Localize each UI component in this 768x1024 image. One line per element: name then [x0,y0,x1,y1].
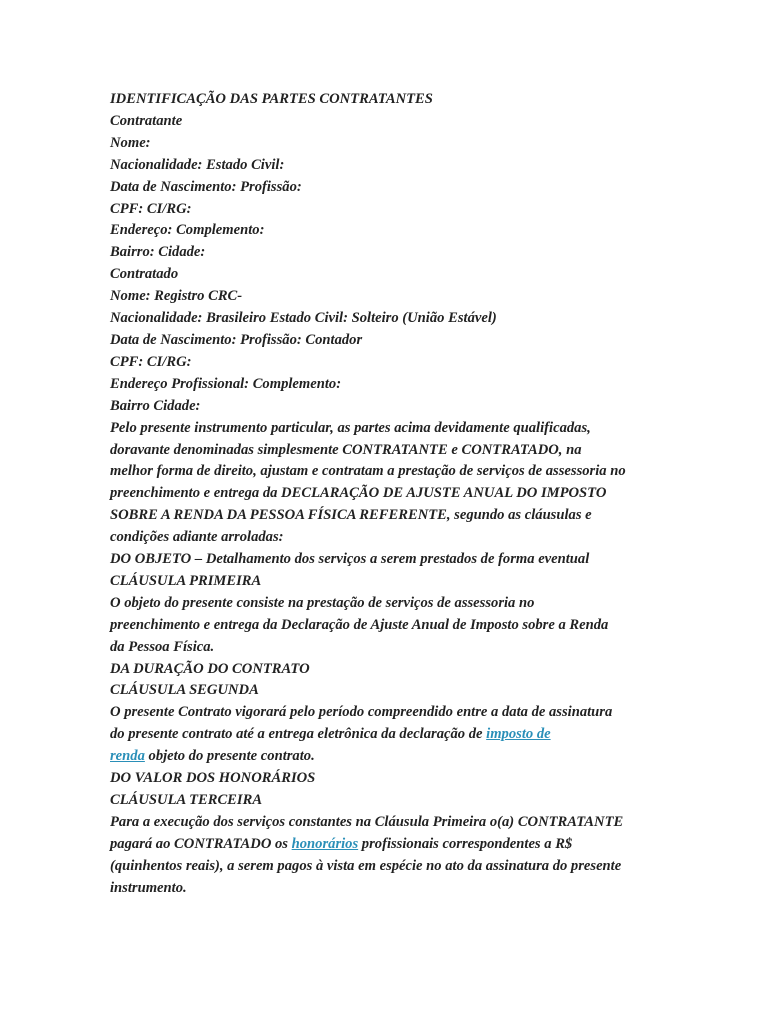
imposto-de-renda-link[interactable]: imposto de [486,726,551,743]
contract-document [110,89,670,900]
clausula-segunda-heading: CLÁUSULA SEGUNDA [110,682,259,699]
clausula-terceira-text [110,834,670,856]
section-heading-valor: DO VALOR DOS HONORÁRIOS [110,770,316,787]
contratado-endereco: Endereço Profissional: Complemento: [110,375,342,392]
clausula-terceira-text: instrumento. [110,879,187,896]
contratado-nome: Nome: Registro CRC- [110,288,243,305]
preamble-line: doravante denominadas simplesmente CONTRATANTE e CONTRATADO, na [110,441,582,458]
clausula-terceira-text: (quinhentos reais), a serem pagos à vista em espécie no ato da assinatura do presente [110,857,622,874]
contratado-nascimento: Data de Nascimento: Profissão: Contador [110,331,363,348]
preamble-line: condições adiante arroladas: [110,529,284,546]
contratante-bairro: Bairro: Cidade: [110,244,206,261]
contratado-nacionalidade: Nacionalidade: Brasileiro Estado Civil: Solteiro (União Estável) [110,310,497,327]
clausula-segunda-text-part: do presente contrato até a entrega eletrônica da declaração de [110,726,487,743]
section-heading-parties: IDENTIFICAÇÃO DAS PARTES CONTRATANTES [110,91,433,107]
clausula-terceira-text: Para a execução dos serviços constantes na Cláusula Primeira o(a) CONTRATANTE [110,813,624,830]
contratante-nome: Nome: [110,134,151,151]
contratante-nacionalidade: Nacionalidade: Estado Civil: [110,156,285,173]
clausula-primeira-text: O objeto do presente consiste na prestação de serviços de assessoria no [110,594,535,611]
contratado-heading: Contratado [110,266,179,283]
preamble-line: Pelo presente instrumento particular, as partes acima devidamente qualificadas, [110,419,591,436]
clausula-primeira-heading: CLÁUSULA PRIMEIRA [110,572,262,589]
preamble-line: melhor forma de direito, ajustam e contratam a prestação de serviços de assessoria no [110,463,626,480]
imposto-de-renda-link-continued[interactable]: renda [110,748,145,765]
clausula-terceira-text-part: pagará ao CONTRATADO os [110,835,292,852]
contratado-bairro: Bairro Cidade: [110,397,201,414]
clausula-primeira-text: preenchimento e entrega da Declaração de Ajuste Anual de Imposto sobre a Renda [110,616,609,633]
clausula-segunda-text [110,746,670,768]
preamble-line: SOBRE A RENDA DA PESSOA FÍSICA REFERENTE, segundo as cláusulas e [110,507,592,524]
clausula-terceira-text-part: profissionais correspondentes a R$ [358,835,573,852]
contratante-cpf: CPF: CI/RG: [110,200,192,217]
section-heading-duracao: DA DURAÇÃO DO CONTRATO [110,660,310,677]
clausula-terceira-heading: CLÁUSULA TERCEIRA [110,792,263,808]
contratante-endereco: Endereço: Complemento: [110,222,265,239]
clausula-segunda-text [110,724,670,746]
contratado-cpf: CPF: CI/RG: [110,353,192,370]
clausula-segunda-text: O presente Contrato vigorará pelo período compreendido entre a data de assinatura [110,704,613,721]
honorarios-link[interactable]: honorários [291,835,359,852]
clausula-segunda-text-part: objeto do presente contrato. [144,748,315,765]
clausula-primeira-text: da Pessoa Física. [110,638,215,655]
contratante-nascimento: Data de Nascimento: Profissão: [110,178,302,195]
contratante-heading: Contratante [110,112,183,129]
section-heading-objeto: DO OBJETO – Detalhamento dos serviços a serem prestados de forma eventual [110,551,590,568]
preamble-line: preenchimento e entrega da DECLARAÇÃO DE AJUSTE ANUAL DO IMPOSTO [110,485,607,502]
